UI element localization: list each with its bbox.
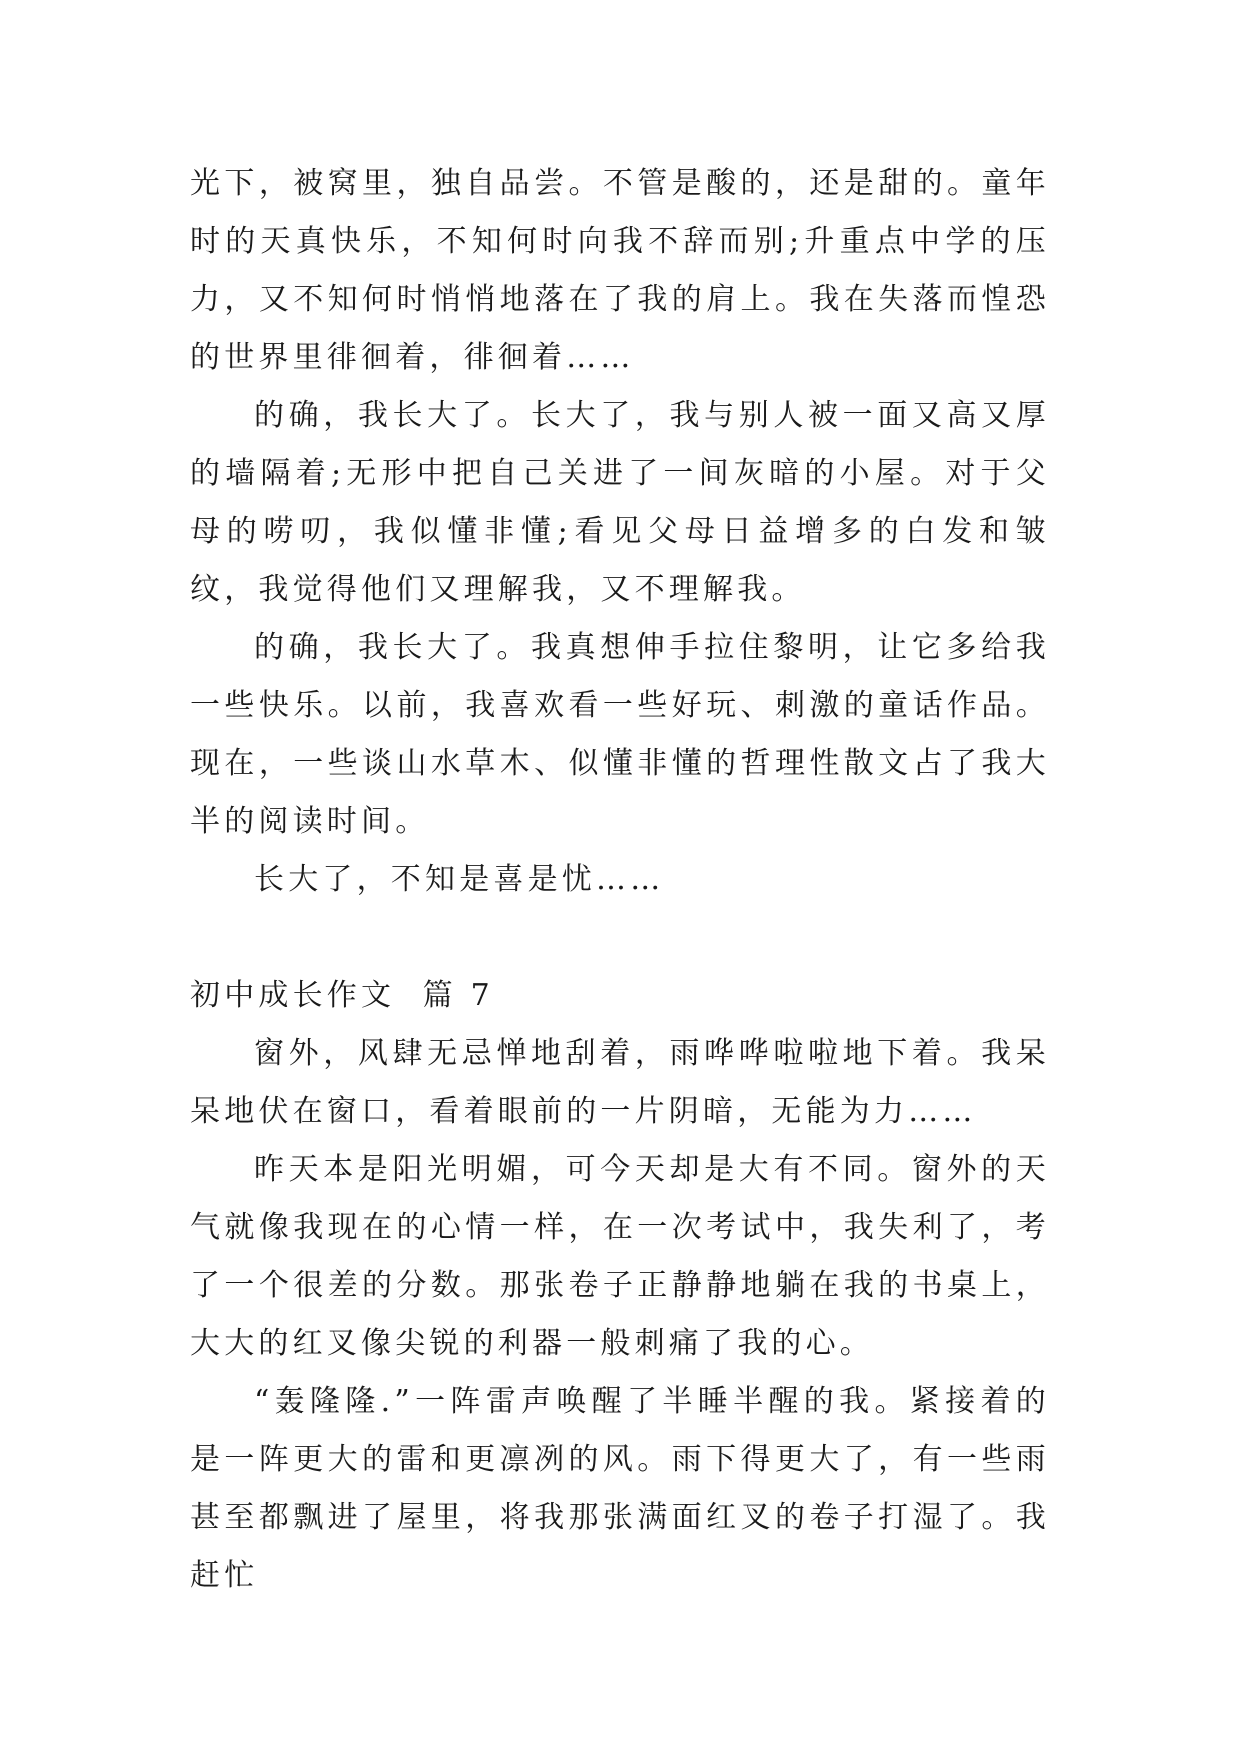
section-heading: 初中成长作文 篇 7 <box>190 978 494 1013</box>
paragraph-1: 光下，被窝里，独自品尝。不管是酸的，还是甜的。童年时的天真快乐，不知何时向我不辞而别;升重点中学的压力，又不知何时悄悄地落在了我的肩上。我在失落而惶恐的世界里徘徊着，徘徊着…… <box>190 166 1050 375</box>
paragraph-5: 窗外，风肆无忌惮地刮着，雨哗哗啦啦地下着。我呆呆地伏在窗口，看着眼前的一片阴暗，无能为力…… <box>190 1036 1050 1129</box>
paragraph-7: “轰隆隆.”一阵雷声唤醒了半睡半醒的我。紧接着的是一阵更大的雷和更凛冽的风。雨下得更大了，有一些雨甚至都飘进了屋里，将我那张满面红叉的卷子打湿了。我赶忙 <box>190 1384 1050 1593</box>
paragraph-3: 的确，我长大了。我真想伸手拉住黎明，让它多给我一些快乐。以前，我喜欢看一些好玩、刺激的童话作品。现在，一些谈山水草木、似懂非懂的哲理性散文占了我大半的阅读时间。 <box>190 630 1050 839</box>
paragraph-6: 昨天本是阳光明媚，可今天却是大有不同。窗外的天气就像我现在的心情一样，在一次考试中，我失利了，考了一个很差的分数。那张卷子正静静地躺在我的书桌上，大大的红叉像尖锐的利器一般刺痛了我的心。 <box>190 1152 1050 1361</box>
paragraph-2: 的确，我长大了。长大了，我与别人被一面又高又厚的墙隔着;无形中把自己关进了一间灰暗的小屋。对于父母的唠叨，我似懂非懂;看见父母日益增多的白发和皱纹，我觉得他们又理解我，又不理解我。 <box>190 398 1050 607</box>
paragraph-4: 长大了，不知是喜是忧…… <box>254 862 665 897</box>
section-gap <box>190 909 1050 967</box>
document-body <box>190 155 1050 1605</box>
